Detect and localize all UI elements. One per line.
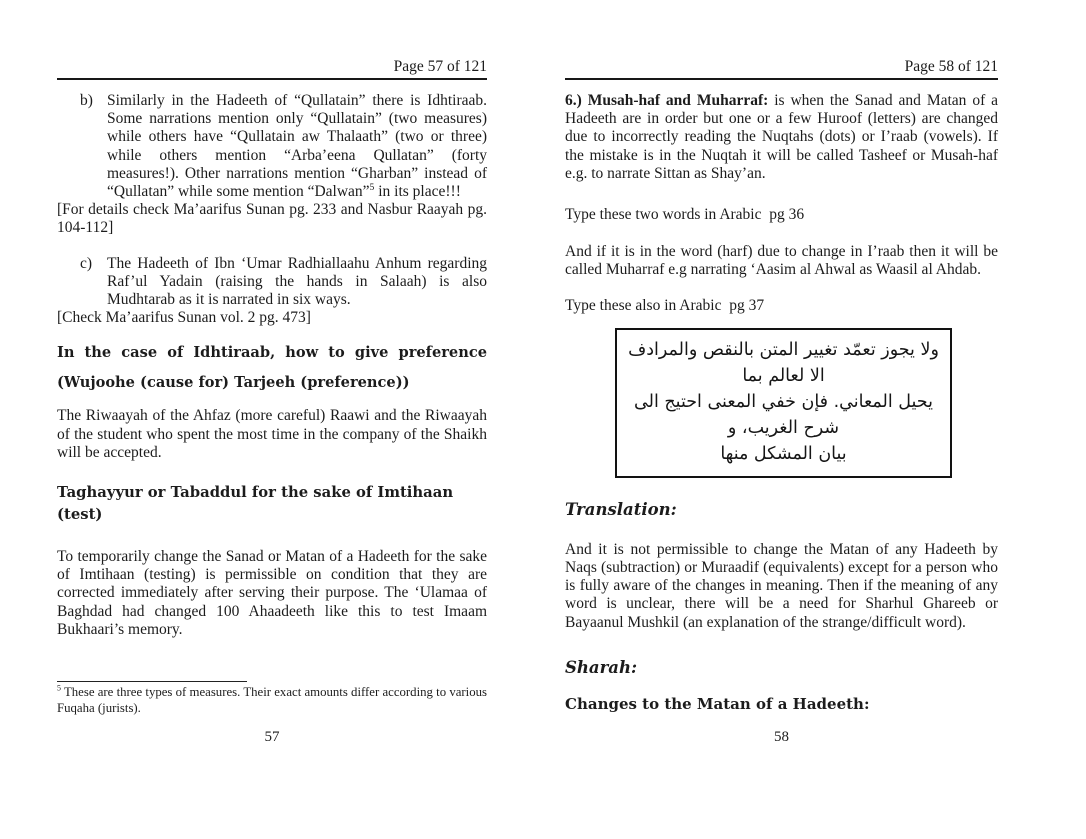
- reference-b: [For details check Ma’aarifus Sunan pg. 233 and Nasbur Raayah pg. 104-112]: [57, 201, 487, 237]
- page-58-header-text: Page 58 of 121: [904, 58, 998, 75]
- heading-idhtiraab-preference: In the case of Idhtiraab, how to give preference (Wujoohe (cause for) Tarjeeh (preference)): [57, 344, 487, 392]
- page-57-running-header: [57, 57, 487, 80]
- page-number-57: 57: [264, 729, 280, 745]
- page-57: [57, 57, 487, 817]
- paragraph-riwaayah: The Riwaayah of the Ahfaz (more careful) Raawi and the Riwaayah of the student who spent the most time in the company of the Shaikh will be accepted.: [57, 407, 487, 461]
- footnote-reference-5: 5: [369, 181, 375, 193]
- footnote-5-marker: 5: [57, 683, 61, 693]
- item-b-body: Similarly in the Hadeeth of “Qullatain” there is Idhtiraab. Some narrations mention only “Qullatain” (two measures) while others have “Qullatain aw Thalaath” (two or three) while others mention “Arba’eena Qullatan” (forty measures!). Other narrations mention “Gharban” instead of “Qullatan” while some mention “Dalwan”: [107, 92, 487, 201]
- paragraph-harf-muharraf: And if it is in the word (harf) due to change in I’raab then it will be called Muharraf e.g narrating ‘Aasim al Ahwal as Waasil al Ahdab.: [565, 243, 998, 279]
- heading-changes-matan: Changes to the Matan of a Hadeeth:: [565, 694, 870, 713]
- footnote-5: [57, 685, 487, 717]
- list-item-c-marker: c): [80, 254, 93, 272]
- paragraph-musahhaf-lead: 6.) Musah-haf and Muharraf:: [565, 92, 769, 109]
- heading-sharah: Sharah:: [565, 657, 638, 677]
- list-item-c: [80, 254, 487, 310]
- page-57-header-text: Page 57 of 121: [393, 58, 487, 75]
- paragraph-musahhaf: [565, 92, 998, 183]
- paragraph-translation: And it is not permissible to change the Matan of any Hadeeth by Naqs (subtraction) or Muraadif (equivalents) except for a person who is fully aware of the changes in meaning. Then if the meaning of any word is unclear, there will be a need for Sharhul Ghareeb or Bayaanul Mushkil (an explanation of the strange/difficult word).: [565, 540, 998, 631]
- list-item-b-text: [107, 92, 487, 201]
- footnote-divider: [57, 681, 247, 682]
- page-58: [565, 57, 998, 817]
- reference-c: [Check Ma’aarifus Sunan vol. 2 pg. 473]: [57, 309, 311, 327]
- footnote-5-text: These are three types of measures. Their exact amounts differ according to various Fuqaha (jurists).: [57, 685, 487, 715]
- list-item-b-marker: b): [80, 92, 93, 109]
- paragraph-musahhaf-body: is when the Sanad and Matan of a Hadeeth are in order but one or a few Huroof (letters) are changed due to incorrectly reading the Nuqtahs (dots) or I’raab (vowels). If the mistake is in the Nuqtah it will be called Tasheef or Musah-haf e.g. to narrate Sittan as Shay’an.: [565, 92, 999, 182]
- paragraph-taghayyur: To temporarily change the Sanad or Matan of a Hadeeth for the sake of Imtihaan (testing) is permissible on condition that they are corrected immediately after serving their purpose. The ‘Ulamaa of Baghdad had changed 100 Ahaadeeth like this to test Imaam Bukhaari’s memory.: [57, 548, 487, 638]
- page-58-running-header: [565, 57, 998, 80]
- heading-translation: Translation:: [565, 499, 677, 519]
- arabic-text-box: [615, 328, 952, 478]
- type-note-arabic-pg36: Type these two words in Arabic pg 36: [565, 206, 805, 224]
- type-note-arabic-pg37: Type these also in Arabic pg 37: [565, 296, 765, 314]
- list-item-c-text: The Hadeeth of Ibn ‘Umar Radhiallaahu Anhum regarding Raf’ul Yadain (raising the hands in Salaah) is also Mudhtarab as it is narrated in six ways.: [107, 254, 487, 309]
- arabic-line-2: يحيل المعاني. فإن خفي المعنى احتيج الى شرح الغريب، و: [634, 391, 933, 438]
- arabic-line-3: بيان المشكل منها: [720, 443, 847, 464]
- item-b-tail: in its place!!!: [374, 183, 461, 201]
- list-item-b: [80, 92, 487, 201]
- arabic-line-1: ولا يجوز تعمّد تغيير المتن بالنقص والمرادف الا لعالم بما: [628, 339, 939, 386]
- heading-taghayyur-imtihaan: Taghayyur or Tabaddul for the sake of Imtihaan (test): [57, 484, 454, 524]
- page-number-58: 58: [774, 729, 789, 745]
